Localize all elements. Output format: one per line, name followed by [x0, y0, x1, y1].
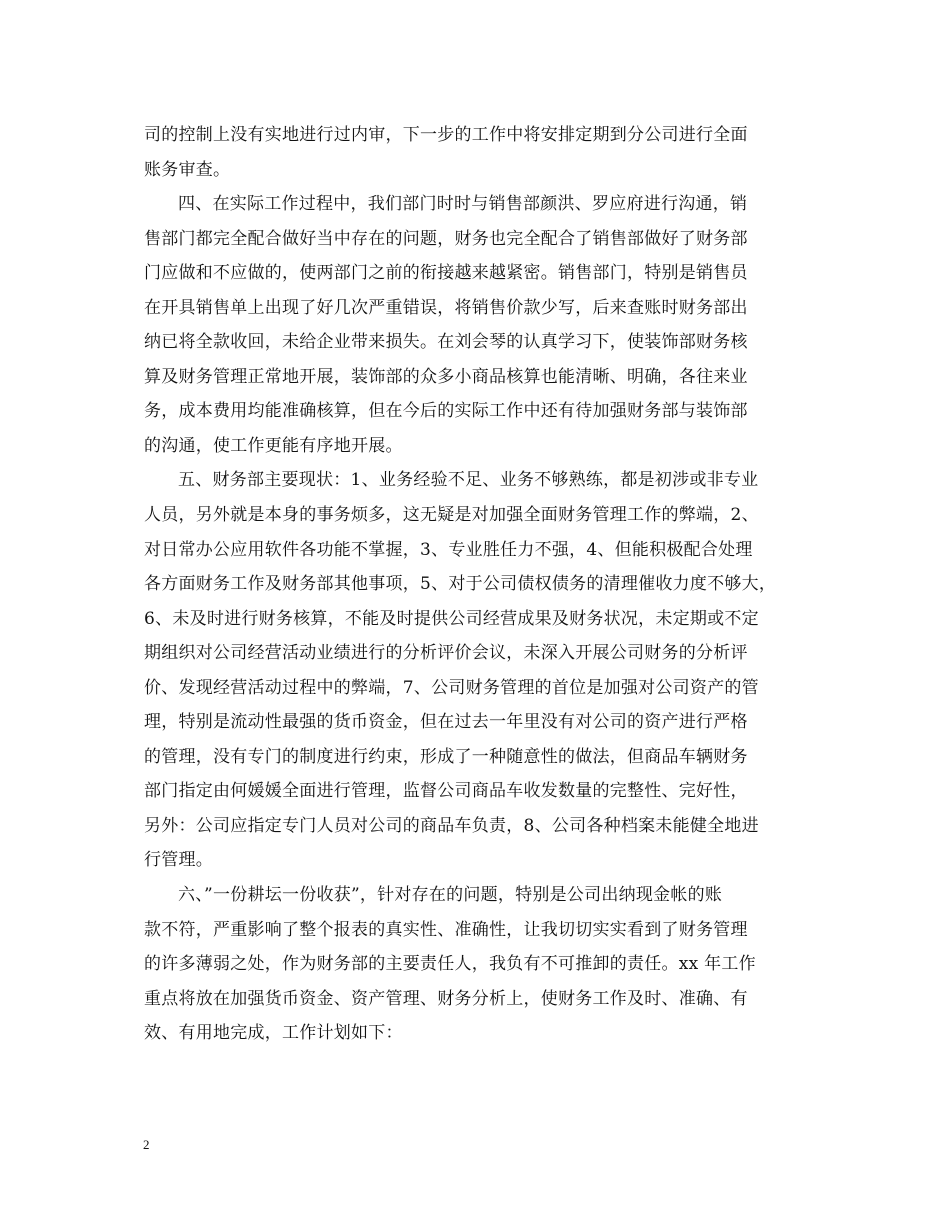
text-line: 人员，另外就是本身的事务烦多，这无疑是对加强全面财务管理工作的弊端，2、	[144, 505, 759, 526]
text-line: 的管理，没有专门的制度进行约束，形成了一种随意性的做法，但商品车辆财务	[144, 746, 748, 767]
text-line: 另外：公司应指定专门人员对公司的商品车负责，8、公司各种档案未能健全地进	[144, 815, 759, 836]
text-line: 期组织对公司经营活动业绩进行的分析评价会议，未深入开展公司财务的分析评	[144, 643, 748, 664]
text-line: 对日常办公应用软件各功能不掌握，3、专业胜任力不强，4、但能积极配合处理	[144, 539, 753, 560]
text-line: 的许多薄弱之处，作为财务部的主要责任人，我负有不可推卸的责任。xx 年工作	[144, 954, 756, 975]
text-line: 在开具销售单上出现了好几次严重错误，将销售价款少写，后来查账时财务部出	[144, 297, 748, 318]
text-line: 部门指定由何媛媛全面进行管理，监督公司商品车收发数量的完整性、完好性，	[144, 781, 748, 802]
text-line: 行管理。	[144, 850, 213, 871]
text-line: 售部门都完全配合做好当中存在的问题，财务也完全配合了销售部做好了财务部	[144, 228, 748, 249]
text-line: 算及财务管理正常地开展，装饰部的众多小商品核算也能清晰、明确，各往来业	[144, 366, 748, 387]
text-line: 司的控制上没有实地进行过内审，下一步的工作中将安排定期到分公司进行全面	[144, 125, 748, 145]
paragraph-six-start: 六、”一份耕坛一份收获”，针对存在的问题，特别是公司出纳现金帐的账	[178, 885, 723, 906]
text-line: 重点将放在加强货币资金、资产管理、财务分析上，使财务工作及时、准确、有	[144, 988, 748, 1009]
paragraph-four-start: 四、在实际工作过程中，我们部门时时与销售部颜洪、罗应府进行沟通，销	[178, 194, 748, 215]
text-line: 价、发现经营活动过程中的弊端，7、公司财务管理的首位是加强对公司资产的管	[144, 677, 759, 698]
page-number: 2	[143, 1137, 150, 1152]
text-line: 6、未及时进行财务核算，不能及时提供公司经营成果及财务状况，未定期或不定	[144, 608, 759, 629]
text-line: 的沟通，使工作更能有序地开展。	[144, 435, 403, 456]
text-line: 理，特别是流动性最强的货币资金，但在过去一年里没有对公司的资产进行严格	[144, 712, 748, 733]
text-line: 账务审查。	[144, 159, 231, 180]
text-line: 务，成本费用均能准确核算，但在今后的实际工作中还有待加强财务部与装饰部	[144, 401, 748, 422]
text-line: 门应做和不应做的，使两部门之前的衔接越来越紧密。销售部门，特别是销售员	[144, 263, 748, 284]
text-line: 款不符，严重影响了整个报表的真实性、准确性，让我切切实实看到了财务管理	[144, 919, 748, 940]
text-line: 效、有用地完成，工作计划如下：	[144, 1023, 403, 1044]
paragraph-five-start: 五、财务部主要现状：1、业务经验不足、业务不够熟练，都是初涉或非专业	[178, 470, 759, 491]
text-line: 纳已将全款收回，未给企业带来损失。在刘会琴的认真学习下，使装饰部财务核	[144, 332, 748, 353]
text-line: 各方面财务工作及财务部其他事项，5、对于公司债权债务的清理催收力度不够大，	[144, 574, 777, 595]
document-body	[144, 118, 809, 1051]
